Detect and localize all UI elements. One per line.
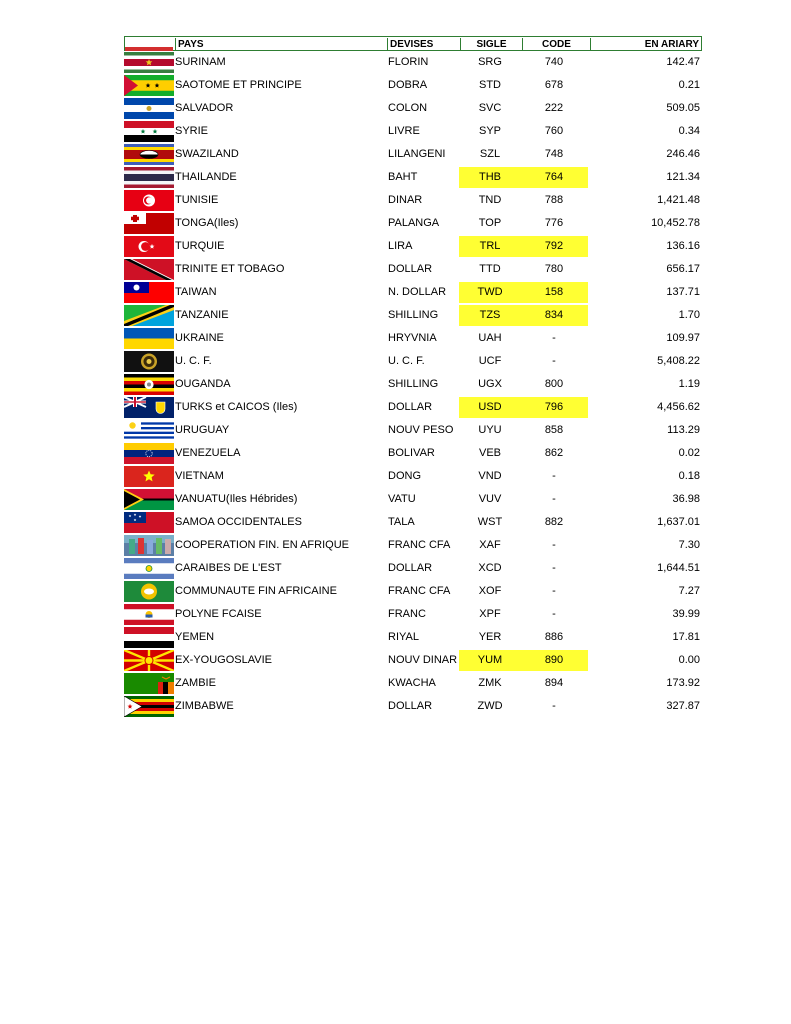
vanuatu-flag-icon (124, 489, 174, 510)
table-row (124, 166, 702, 189)
sigle-cell: TRL (479, 240, 501, 252)
ariary-cell: 0.21 (678, 79, 700, 91)
devise-cell: LIVRE (388, 125, 420, 137)
sao-tome-flag-icon (124, 75, 174, 96)
code-cell: 858 (544, 424, 564, 436)
ariary-cell: 0.18 (678, 470, 700, 482)
devise-cell: BAHT (388, 171, 418, 183)
ariary-cell: 109.97 (666, 332, 700, 344)
tunisia-flag-icon (124, 190, 174, 211)
code-cell: - (552, 539, 556, 551)
devise-cell: DOLLAR (388, 263, 433, 275)
sigle-cell: VEB (478, 447, 501, 459)
pays-cell: U. C. F. (175, 355, 212, 367)
code-cell: 796 (544, 401, 564, 413)
table-row (124, 281, 702, 304)
devise-cell: SHILLING (388, 378, 439, 390)
zambia-flag-icon (124, 673, 174, 694)
code-cell: - (552, 470, 556, 482)
ariary-cell: 5,408.22 (657, 355, 700, 367)
ariary-cell: 0.02 (678, 447, 700, 459)
zimbabwe-flag-icon (124, 696, 174, 717)
table-row (124, 626, 702, 649)
header-code: CODE (522, 38, 590, 51)
table-row (124, 304, 702, 327)
ukraine-flag-icon (124, 328, 174, 349)
ariary-cell: 4,456.62 (657, 401, 700, 413)
table-row (124, 603, 702, 626)
devise-cell: DOBRA (388, 79, 428, 91)
pays-cell: SURINAM (175, 56, 226, 68)
table-row (124, 235, 702, 258)
ariary-cell: 142.47 (666, 56, 700, 68)
table-row (124, 419, 702, 442)
table-row (124, 580, 702, 603)
sigle-cell: SVC (478, 102, 502, 114)
code-cell: 800 (544, 378, 564, 390)
table-row (124, 649, 702, 672)
devise-cell: DOLLAR (388, 401, 433, 413)
code-cell: 740 (544, 56, 564, 68)
code-cell: 834 (544, 309, 564, 321)
ariary-cell: 1.70 (678, 309, 700, 321)
sigle-cell: WST (477, 516, 503, 528)
header-flag-cell (125, 38, 175, 51)
code-cell: 748 (544, 148, 564, 160)
devise-cell: COLON (388, 102, 428, 114)
thailand-flag-icon (124, 167, 174, 188)
header-devises: DEVISES (387, 38, 460, 51)
table-header (124, 36, 702, 51)
table-row (124, 143, 702, 166)
macedonia-flag-icon (124, 650, 174, 671)
sigle-cell: TWD (477, 286, 503, 298)
devise-cell: VATU (388, 493, 416, 505)
pays-cell: SALVADOR (175, 102, 234, 114)
tonga-flag-icon (124, 213, 174, 234)
ariary-cell: 39.99 (672, 608, 700, 620)
devise-cell: BOLIVAR (388, 447, 435, 459)
pays-cell: TANZANIE (175, 309, 229, 321)
devise-cell: PALANGA (388, 217, 440, 229)
sigle-cell: TND (478, 194, 502, 206)
code-cell: 760 (544, 125, 564, 137)
table-row (124, 511, 702, 534)
sigle-cell: UAH (478, 332, 502, 344)
devise-cell: TALA (388, 516, 415, 528)
sigle-cell: YER (478, 631, 502, 643)
sigle-cell: XPF (479, 608, 501, 620)
devise-cell: DOLLAR (388, 562, 433, 574)
sigle-cell: UGX (478, 378, 502, 390)
ariary-cell: 36.98 (672, 493, 700, 505)
devise-cell: HRYVNIA (388, 332, 437, 344)
east-caribbean-flag-icon (124, 558, 174, 579)
pays-cell: URUGUAY (175, 424, 230, 436)
pays-cell: YEMEN (175, 631, 215, 643)
pays-cell: COOPERATION FIN. EN AFRIQUE (175, 539, 349, 551)
pays-cell: SAMOA OCCIDENTALES (175, 516, 302, 528)
yemen-flag-icon (124, 627, 174, 648)
code-cell: 862 (544, 447, 564, 459)
pays-cell: POLYNE FCAISE (175, 608, 262, 620)
uganda-flag-icon (124, 374, 174, 395)
ariary-cell: 0.34 (678, 125, 700, 137)
ariary-cell: 656.17 (666, 263, 700, 275)
sigle-cell: SRG (478, 56, 502, 68)
table-row (124, 120, 702, 143)
sigle-cell: THB (479, 171, 501, 183)
pays-cell: TAIWAN (175, 286, 217, 298)
el-salvador-flag-icon (124, 98, 174, 119)
sigle-cell: YUM (477, 654, 503, 666)
sigle-cell: VUV (478, 493, 502, 505)
devise-cell: FRANC (388, 608, 426, 620)
sigle-cell: XAF (479, 539, 501, 551)
devise-cell: N. DOLLAR (388, 286, 447, 298)
code-cell: 882 (544, 516, 564, 528)
devise-cell: DINAR (388, 194, 423, 206)
pays-cell: VANUATU(Iles Hébrides) (175, 493, 298, 505)
ariary-cell: 136.16 (666, 240, 700, 252)
ariary-cell: 1,637.01 (657, 516, 700, 528)
table-row (124, 51, 702, 74)
tanzania-flag-icon (124, 305, 174, 326)
suriname-flag-icon (124, 52, 174, 73)
table-row (124, 258, 702, 281)
pays-cell: TURKS et CAICOS (Iles) (175, 401, 298, 413)
ariary-cell: 10,452.78 (651, 217, 700, 229)
sigle-cell: TTD (479, 263, 501, 275)
sigle-cell: UYU (478, 424, 502, 436)
ariary-cell: 327.87 (666, 700, 700, 712)
code-cell: 792 (544, 240, 564, 252)
header-sigle: SIGLE (460, 38, 522, 51)
pays-cell: SWAZILAND (175, 148, 239, 160)
vietnam-flag-icon (124, 466, 174, 487)
devise-cell: NOUV PESO (388, 424, 454, 436)
devise-cell: RIYAL (388, 631, 419, 643)
sigle-cell: ZWD (477, 700, 503, 712)
samoa-flag-icon (124, 512, 174, 533)
devise-cell: DONG (388, 470, 421, 482)
ariary-cell: 7.27 (678, 585, 700, 597)
turkey-flag-icon (124, 236, 174, 257)
table-row (124, 327, 702, 350)
header-pays: PAYS (175, 38, 387, 51)
pays-cell: COMMUNAUTE FIN AFRICAINE (175, 585, 337, 597)
devise-cell: FRANC CFA (388, 585, 451, 597)
table-row (124, 695, 702, 718)
code-cell: 764 (544, 171, 564, 183)
code-cell: 788 (544, 194, 564, 206)
syria-flag-icon (124, 121, 174, 142)
table-row (124, 396, 702, 419)
pays-cell: VENEZUELA (175, 447, 241, 459)
table-row (124, 672, 702, 695)
devise-cell: DOLLAR (388, 700, 433, 712)
code-cell: - (552, 700, 556, 712)
devise-cell: FLORIN (388, 56, 429, 68)
devise-cell: SHILLING (388, 309, 439, 321)
devise-cell: LILANGENI (388, 148, 446, 160)
table-row (124, 557, 702, 580)
ariary-cell: 246.46 (666, 148, 700, 160)
table-row (124, 534, 702, 557)
french-polynesia-flag-icon (124, 604, 174, 625)
ariary-cell: 1.19 (678, 378, 700, 390)
ariary-cell: 1,421.48 (657, 194, 700, 206)
uruguay-flag-icon (124, 420, 174, 441)
pays-cell: TONGA(Iles) (175, 217, 239, 229)
sigle-cell: XOF (478, 585, 502, 597)
devise-cell: FRANC CFA (388, 539, 451, 551)
pays-cell: ZIMBABWE (175, 700, 234, 712)
ariary-cell: 173.92 (666, 677, 700, 689)
code-cell: 678 (544, 79, 564, 91)
ariary-cell: 113.29 (667, 424, 700, 436)
taiwan-flag-icon (124, 282, 174, 303)
sigle-cell: VND (478, 470, 502, 482)
pays-cell: TURQUIE (175, 240, 225, 252)
venezuela-flag-icon (124, 443, 174, 464)
code-cell: - (552, 585, 556, 597)
sigle-cell: XCD (478, 562, 502, 574)
devise-cell: LIRA (388, 240, 413, 252)
cemac-flags-icon (124, 535, 174, 556)
table-row (124, 373, 702, 396)
devise-cell: U. C. F. (388, 355, 425, 367)
code-cell: - (552, 332, 556, 344)
table-row (124, 189, 702, 212)
devise-cell: KWACHA (388, 677, 436, 689)
table-row (124, 488, 702, 511)
table-row (124, 74, 702, 97)
sigle-cell: SZL (479, 148, 501, 160)
ariary-cell: 7.30 (678, 539, 700, 551)
sigle-cell: UCF (478, 355, 502, 367)
sigle-cell: STD (479, 79, 501, 91)
ariary-cell: 137.71 (666, 286, 700, 298)
pays-cell: SYRIE (175, 125, 209, 137)
pays-cell: EX-YOUGOSLAVIE (175, 654, 272, 666)
currency-table (124, 36, 702, 718)
code-cell: 222 (544, 102, 564, 114)
sigle-cell: TZS (479, 309, 501, 321)
pays-cell: SAOTOME ET PRINCIPE (175, 79, 302, 91)
pays-cell: THAILANDE (175, 171, 237, 183)
trinidad-flag-icon (124, 259, 174, 280)
sigle-cell: SYP (478, 125, 501, 137)
pays-cell: VIETNAM (175, 470, 224, 482)
pays-cell: TUNISIE (175, 194, 219, 206)
swaziland-flag-icon (124, 144, 174, 165)
table-row (124, 350, 702, 373)
sigle-cell: ZMK (478, 677, 502, 689)
uemoa-flag-icon (124, 581, 174, 602)
code-cell: 894 (544, 677, 564, 689)
code-cell: 886 (544, 631, 564, 643)
ariary-cell: 509.05 (666, 102, 700, 114)
table-row (124, 442, 702, 465)
sigle-cell: TOP (478, 217, 502, 229)
table-row (124, 212, 702, 235)
ariary-cell: 0.00 (678, 654, 700, 666)
table-row (124, 97, 702, 120)
code-cell: 158 (544, 286, 564, 298)
code-cell: - (552, 493, 556, 505)
code-cell: 776 (544, 217, 564, 229)
devise-cell: NOUV DINAR (388, 654, 458, 666)
code-cell: - (552, 608, 556, 620)
pays-cell: CARAIBES DE L'EST (175, 562, 282, 574)
table-row (124, 465, 702, 488)
ariary-cell: 121.34 (666, 171, 700, 183)
pays-cell: ZAMBIE (175, 677, 216, 689)
code-cell: - (552, 562, 556, 574)
ariary-cell: 1,644.51 (657, 562, 700, 574)
table-body (124, 51, 702, 718)
sigle-cell: USD (478, 401, 502, 413)
header-en-ariary: EN ARIARY (590, 38, 701, 51)
pays-cell: OUGANDA (175, 378, 231, 390)
ariary-cell: 17.81 (672, 631, 700, 643)
code-cell: 780 (544, 263, 564, 275)
code-cell: 890 (544, 654, 564, 666)
code-cell: - (552, 355, 556, 367)
pays-cell: TRINITE ET TOBAGO (175, 263, 285, 275)
turks-caicos-flag-icon (124, 397, 174, 418)
pays-cell: UKRAINE (175, 332, 224, 344)
ucf-emblem-icon (124, 351, 174, 372)
